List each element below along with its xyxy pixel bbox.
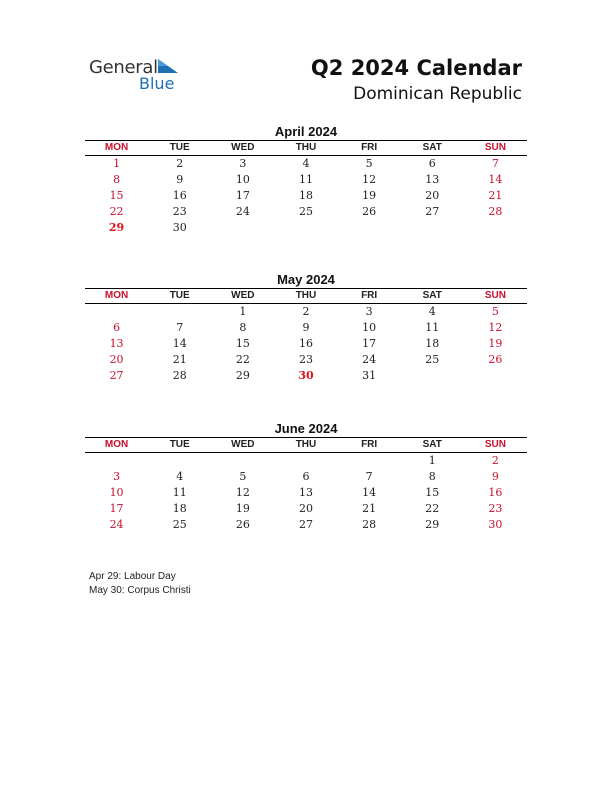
day-cell: 26 [362,205,377,218]
weekday-label: WED [231,439,255,450]
month-title: April 2024 [274,124,338,139]
weekday-label: TUE [169,290,190,301]
day-cell: 13 [109,337,124,350]
day-cell: 27 [109,369,124,382]
weekday-label: FRI [361,439,378,450]
day-cell: 25 [425,353,440,366]
weekday-label: TUE [169,142,190,153]
day-cell: 15 [109,189,124,202]
week-row [85,469,527,485]
day-cell: 22 [109,205,124,218]
day-cell: 30 [488,518,503,531]
day-cell: 27 [298,518,313,531]
day-cell: 6 [428,157,436,170]
day-cell: 10 [235,173,250,186]
page-title: Q2 2024 Calendar [310,56,522,80]
weekday-label: SAT [422,439,442,450]
day-cell [148,304,211,320]
day-cell: 3 [239,157,247,170]
day-cell: 7 [491,157,499,170]
weekday-label: TUE [169,439,190,450]
week-row [85,220,527,236]
month-title: May 2024 [277,272,335,287]
day-cell: 24 [362,353,377,366]
weekday-label: MON [104,142,129,153]
weekday-label: THU [295,439,317,450]
day-cell [338,453,401,469]
day-cell: 3 [113,470,121,483]
day-cell: 10 [362,321,377,334]
day-cell: 31 [362,369,377,382]
weekday-label: SAT [422,290,442,301]
day-cell: 19 [235,502,250,515]
day-cell [401,220,464,236]
day-cell: 21 [488,189,503,202]
day-cell: 2 [302,305,310,318]
day-cell: 20 [425,189,440,202]
week-row [85,188,527,204]
week-row [85,352,527,368]
day-cell: 11 [298,173,313,186]
day-cell: 29 [108,221,125,234]
week-row [85,501,527,517]
day-cell [401,368,464,384]
weekday-label: FRI [361,290,378,301]
day-cell: 30 [172,221,187,234]
weekday-label: MON [104,290,129,301]
page-subtitle: Dominican Republic [353,84,522,104]
week-row [85,368,527,384]
day-cell: 28 [172,369,187,382]
day-cell: 7 [176,321,184,334]
day-cell: 8 [113,173,121,186]
day-cell: 1 [113,157,121,170]
day-cell: 12 [488,321,503,334]
day-cell: 15 [235,337,250,350]
day-cell: 23 [298,353,313,366]
week-row [85,320,527,336]
day-cell: 19 [362,189,377,202]
day-cell: 16 [298,337,313,350]
day-cell: 11 [425,321,440,334]
day-cell: 13 [425,173,440,186]
day-cell: 13 [298,486,313,499]
day-cell: 4 [176,470,184,483]
month-block [85,272,527,384]
holiday-note: May 30: Corpus Christi [89,585,191,596]
day-cell: 17 [109,502,124,515]
day-cell: 21 [172,353,187,366]
day-cell [464,220,527,236]
day-cell: 28 [488,205,503,218]
day-cell: 4 [302,157,310,170]
weekday-label: MON [104,439,129,450]
day-cell: 1 [239,305,247,318]
day-cell [464,368,527,384]
logo [89,56,189,96]
day-cell: 12 [362,173,377,186]
month-block [85,421,527,533]
day-cell: 29 [425,518,440,531]
week-row [85,453,527,469]
weekday-label: SAT [422,142,442,153]
day-cell: 19 [488,337,503,350]
day-cell: 5 [239,470,247,483]
weekday-header [85,288,527,304]
day-cell: 29 [235,369,250,382]
day-cell: 18 [298,189,313,202]
weekday-label: SUN [484,142,506,153]
day-cell: 5 [491,305,499,318]
day-cell: 25 [298,205,313,218]
day-cell: 14 [172,337,187,350]
week-row [85,172,527,188]
day-cell: 15 [425,486,440,499]
day-cell: 17 [362,337,377,350]
day-cell: 2 [176,157,184,170]
holiday-note: Apr 29: Labour Day [89,571,176,582]
day-cell: 3 [365,305,373,318]
day-cell: 6 [113,321,121,334]
day-cell: 21 [362,502,377,515]
day-cell: 5 [365,157,373,170]
day-cell: 10 [109,486,124,499]
day-cell: 30 [298,369,314,382]
weekday-label: WED [231,290,255,301]
week-row [85,304,527,320]
day-cell: 20 [298,502,313,515]
weekday-label: THU [295,290,317,301]
day-cell: 12 [235,486,250,499]
day-cell: 18 [425,337,440,350]
day-cell: 9 [491,470,499,483]
week-row [85,517,527,533]
day-cell: 9 [176,173,184,186]
week-row [85,156,527,172]
weekday-label: SUN [484,290,506,301]
day-cell: 17 [235,189,250,202]
day-cell: 24 [235,205,250,218]
day-cell: 23 [488,502,503,515]
day-cell: 8 [428,470,436,483]
logo-general: General [89,57,158,78]
day-cell [274,220,337,236]
day-cell [85,453,148,469]
day-cell: 26 [488,353,503,366]
day-cell: 4 [428,305,436,318]
day-cell: 2 [491,454,499,467]
day-cell: 22 [235,353,250,366]
weekday-label: THU [295,142,317,153]
week-row [85,485,527,501]
day-cell [211,220,274,236]
day-cell: 14 [488,173,503,186]
logo-flag-icon [158,59,178,73]
day-cell: 22 [425,502,440,515]
day-cell [338,220,401,236]
day-cell: 27 [425,205,440,218]
day-cell: 1 [428,454,436,467]
day-cell [85,304,148,320]
month-title: June 2024 [274,421,338,436]
day-cell: 26 [235,518,250,531]
day-cell: 14 [362,486,377,499]
week-row [85,204,527,220]
day-cell: 18 [172,502,187,515]
weekday-header [85,140,527,156]
day-cell [148,453,211,469]
day-cell [274,453,337,469]
weekday-label: SUN [484,439,506,450]
day-cell: 25 [172,518,187,531]
day-cell: 6 [302,470,310,483]
weekday-label: WED [231,142,255,153]
holiday-notes [89,570,191,598]
day-cell: 28 [362,518,377,531]
day-cell: 9 [302,321,310,334]
weekday-label: FRI [361,142,378,153]
week-row [85,336,527,352]
day-cell [211,453,274,469]
day-cell: 8 [239,321,247,334]
day-cell: 7 [365,470,373,483]
day-cell: 24 [109,518,124,531]
logo-blue: Blue [139,74,175,93]
day-cell: 11 [172,486,187,499]
day-cell: 16 [488,486,503,499]
day-cell: 20 [109,353,124,366]
month-block [85,124,527,236]
weekday-header [85,437,527,453]
day-cell: 23 [172,205,187,218]
day-cell: 16 [172,189,187,202]
